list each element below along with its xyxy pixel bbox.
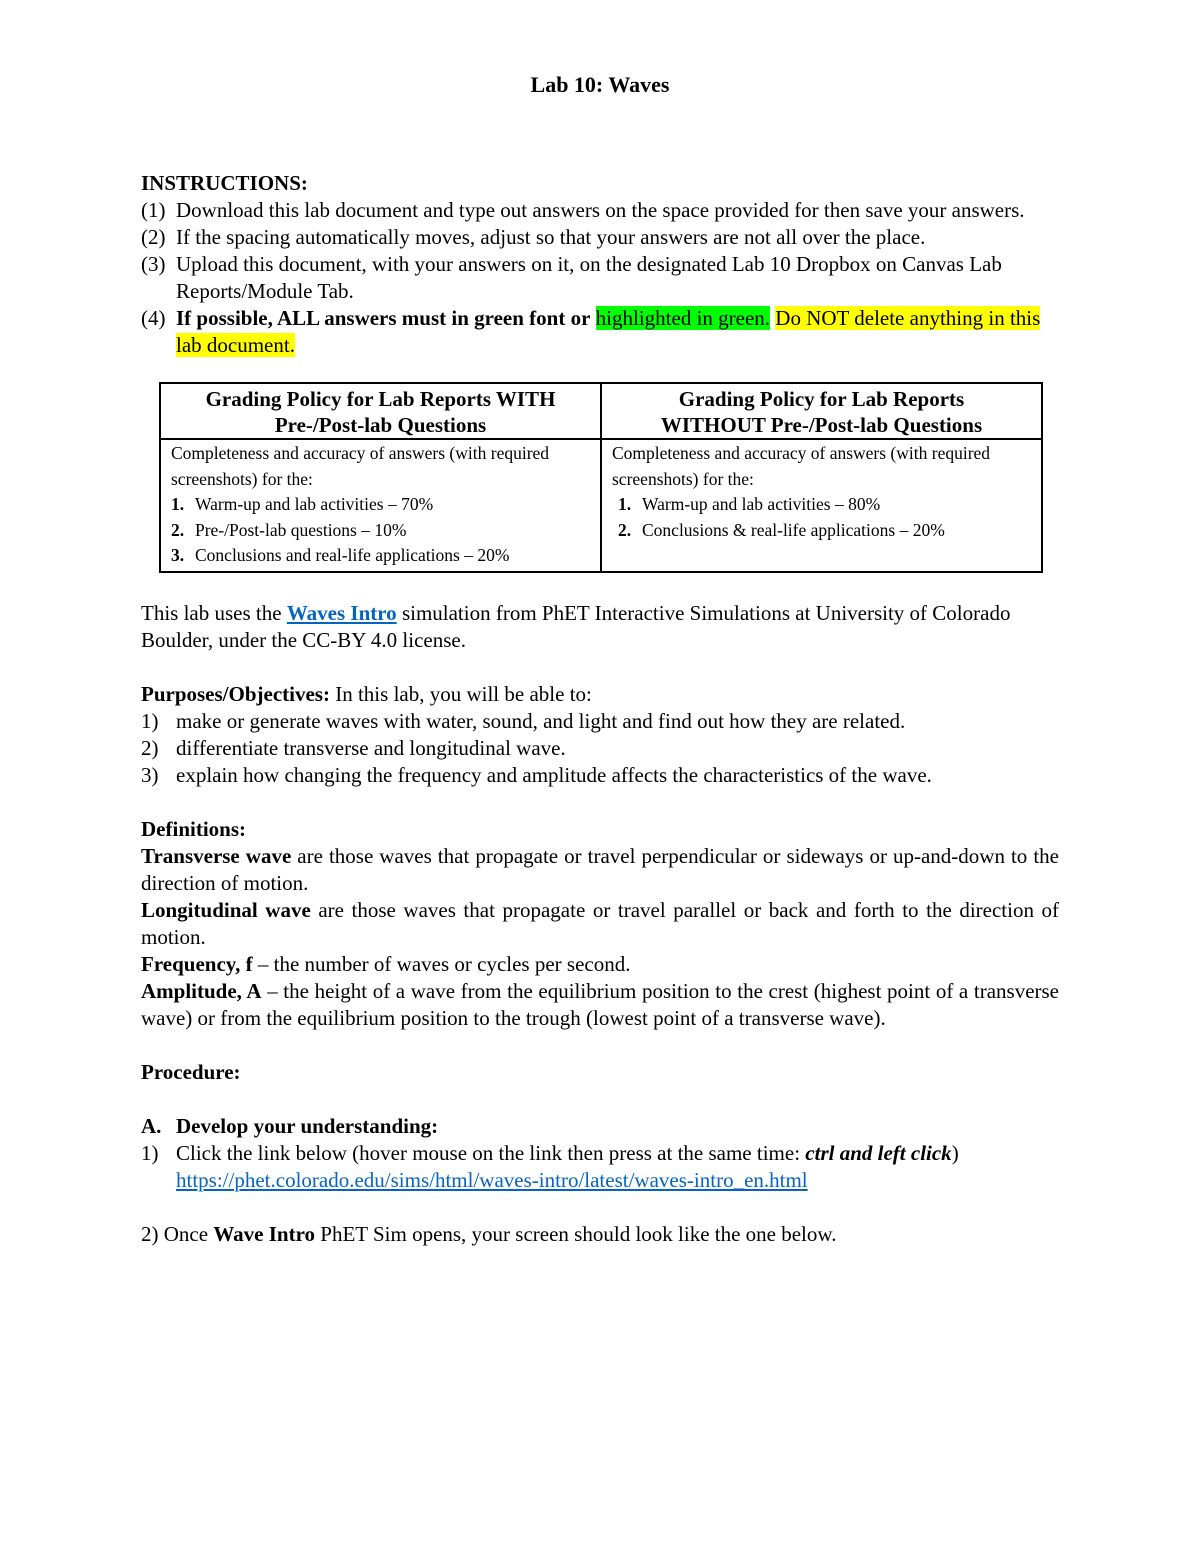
procedure-section: [141, 1059, 1059, 1248]
purpose-item: 3) explain how changing the frequency and amplitude affects the characteristics of the wave.: [141, 762, 932, 787]
page-title: Lab 10: Waves: [530, 72, 670, 97]
definitions-section: [141, 816, 1059, 1032]
document-page: [141, 70, 1059, 1248]
grading-policy-table: [159, 382, 1043, 573]
instruction-text: If the spacing automatically moves, adjust so that your answers are not all over the place.: [176, 225, 926, 249]
definition-item: Longitudinal wave are those waves that propagate or travel parallel or back and forth to the direction of motion.: [141, 897, 1060, 949]
instruction-item: [141, 224, 1059, 251]
definition-item: Amplitude, A – the height of a wave from the equilibrium position to the crest (highest point of a transverse wave) or from the equilibrium position to the trough (lowest point of a transverse wave).: [141, 978, 1060, 1030]
grading-item: 1. Warm-up and lab activities – 80%: [618, 494, 881, 514]
grading-item: 3. Conclusions and real-life applications – 20%: [171, 545, 510, 565]
definition-item: Transverse wave are those waves that propagate or travel perpendicular or sideways or up-and-down to the direction of motion.: [141, 843, 1059, 895]
definition-term: Amplitude, A: [141, 978, 262, 1003]
green-highlight-text: highlighted in green.: [595, 306, 771, 330]
instruction-number: (2): [141, 225, 166, 249]
definition-term: Longitudinal wave: [141, 897, 311, 922]
grading-body-without: [601, 439, 1042, 572]
purpose-item: 2) differentiate transverse and longitudinal wave.: [141, 735, 566, 760]
purposes-heading: Purposes/Objectives:: [141, 681, 330, 706]
waves-intro-link[interactable]: Waves Intro: [286, 600, 397, 625]
instruction-item: [141, 197, 1059, 224]
instruction-number: (4): [141, 306, 166, 330]
grading-item: 1. Warm-up and lab activities – 70%: [171, 494, 434, 514]
instruction-number: (3): [141, 252, 166, 276]
instructions-section: [141, 170, 1059, 359]
instruction-text: Download this lab document and type out answers on the space provided for then save your answers.: [176, 198, 1025, 222]
grading-item: 2. Pre-/Post-lab questions – 10%: [171, 519, 407, 540]
instruction-item: [141, 251, 1059, 305]
grading-header-without: Grading Policy for Lab Reports WITHOUT Pre-/Post-lab Questions: [601, 383, 1042, 439]
purposes-intro: In this lab, you will be able to:: [335, 681, 592, 706]
grading-body-with: [160, 439, 601, 572]
definition-term: Frequency, f: [141, 951, 253, 976]
instructions-list: [141, 197, 1059, 359]
grading-intro: Completeness and accuracy of answers (with required screenshots) for the:: [612, 443, 991, 489]
instruction-number: (1): [141, 198, 166, 222]
instruction-text: Upload this document, with your answers on it, on the designated Lab 10 Dropbox on Canvas Lab Reports/Module Tab.: [176, 252, 1002, 303]
procedure-heading: Procedure:: [141, 1059, 241, 1084]
definition-term: Transverse wave: [141, 843, 292, 868]
phet-sim-url-link[interactable]: https://phet.colorado.edu/sims/html/waves-intro/latest/waves-intro_en.html: [176, 1167, 808, 1192]
purposes-section: [141, 681, 1059, 789]
section-a-heading: A. Develop your understanding:: [141, 1113, 439, 1138]
definition-item: Frequency, f – the number of waves or cycles per second.: [141, 951, 631, 976]
instruction-item-4: [141, 305, 1059, 359]
keyboard-shortcut-text: ctrl and left click: [805, 1140, 952, 1165]
purposes-list: [141, 708, 1059, 789]
simulation-attribution: This lab uses the Waves Intro simulation from PhET Interactive Simulations at University of Colorado Boulder, under the CC-BY 4.0 license.: [141, 600, 1011, 652]
grading-header-with: Grading Policy for Lab Reports WITH Pre-/Post-lab Questions: [160, 383, 601, 439]
instructions-heading: INSTRUCTIONS:: [141, 171, 308, 195]
procedure-step-1: 1) Click the link below (hover mouse on the link then press at the same time: ctrl and left click) https://phet.colorado.edu/sims/html/waves-intro/latest/waves-intro_en.html: [141, 1140, 959, 1192]
purpose-item: 1) make or generate waves with water, sound, and light and find out how they are related.: [141, 708, 906, 733]
grading-item: 2. Conclusions & real-life applications – 20%: [618, 519, 945, 540]
answer-format-rule: If possible, ALL answers must in green font or: [176, 306, 591, 330]
definitions-heading: Definitions:: [141, 816, 246, 841]
grading-intro: Completeness and accuracy of answers (with required screenshots) for the:: [171, 443, 550, 489]
yellow-highlight-text: Do NOT delete anything in this lab document.: [176, 306, 1041, 357]
procedure-step-2: 2) Once Wave Intro PhET Sim opens, your screen should look like the one below.: [141, 1221, 837, 1246]
